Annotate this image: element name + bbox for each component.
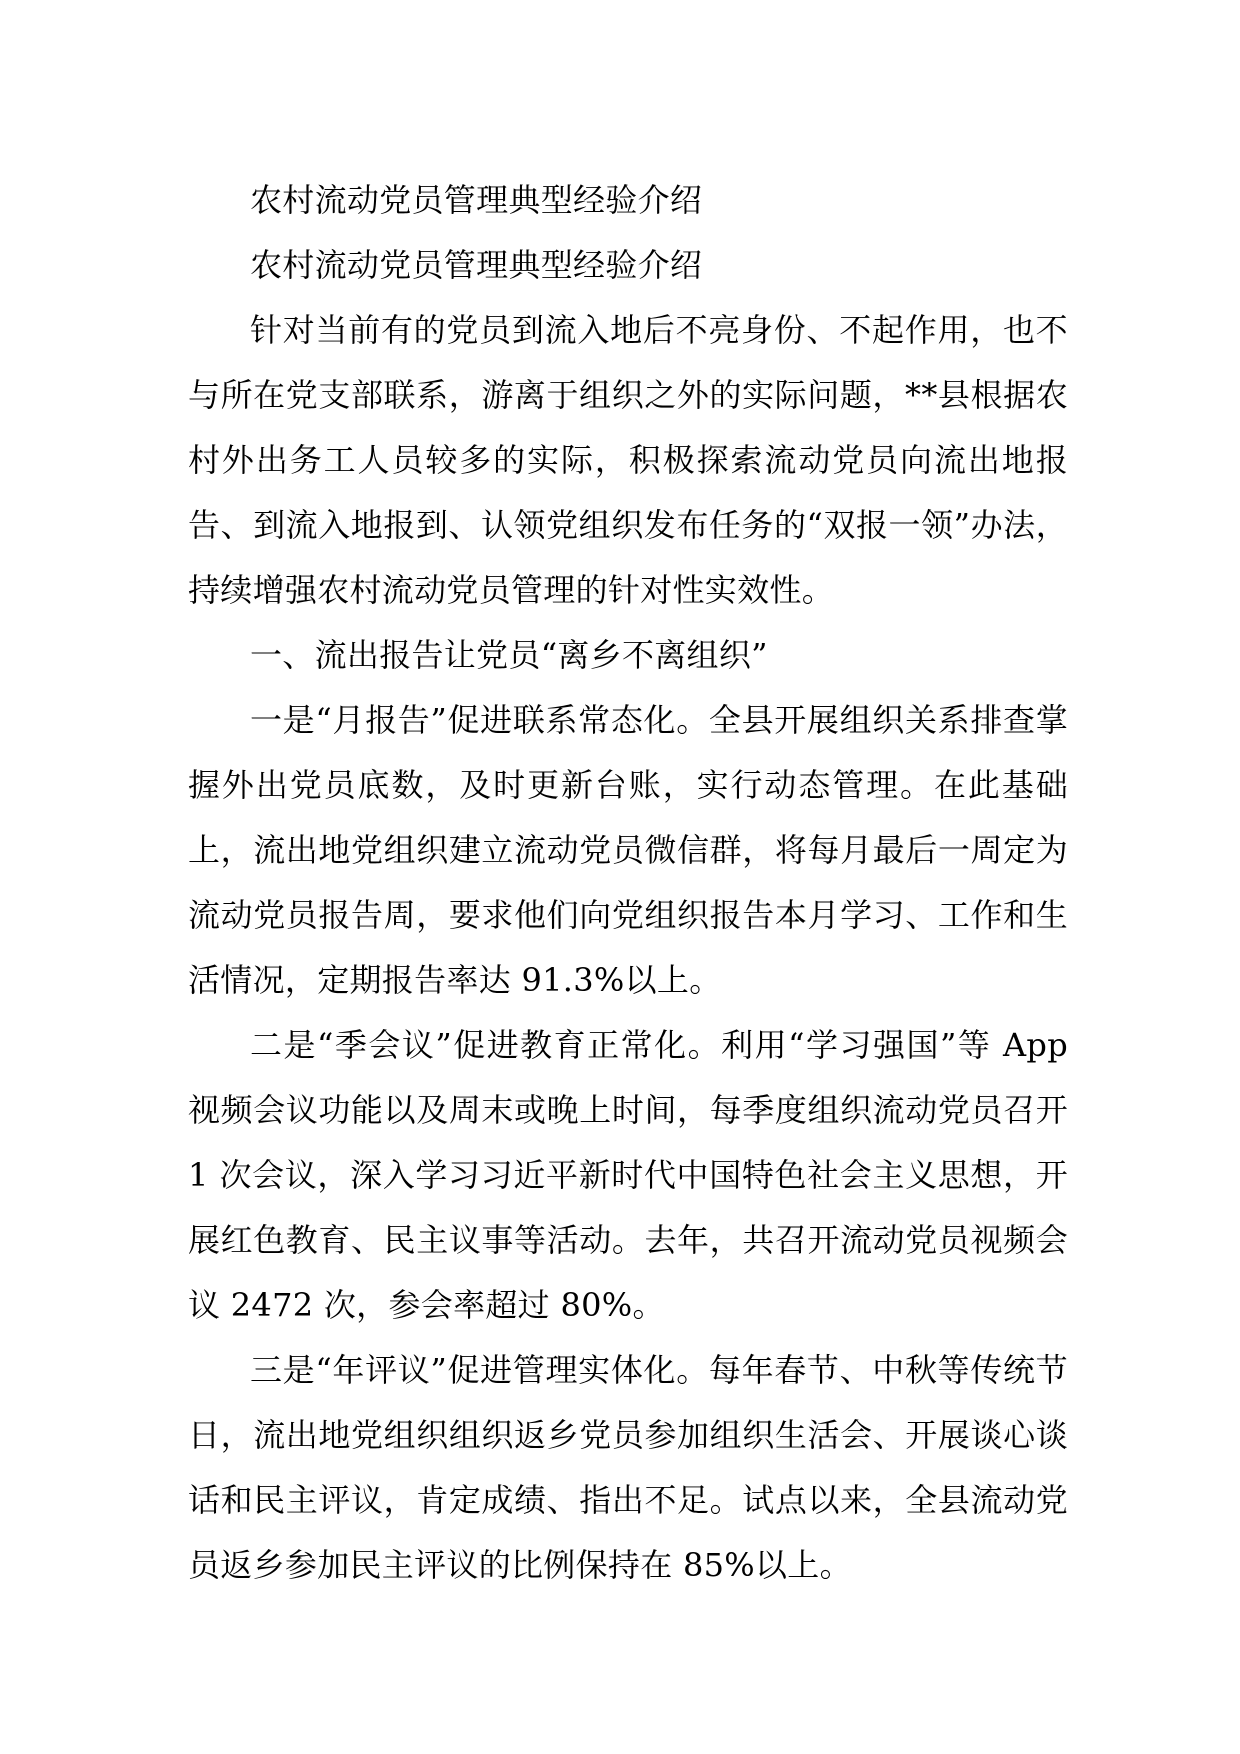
- section-heading: 一、流出报告让党员“离乡不离组织”: [250, 636, 768, 674]
- paragraph-annual-review: 三是“年评议”促进管理实体化。每年春节、中秋等传统节日，流出地党组织组织返乡党员参加组织生活会、开展谈心谈话和民主评议，肯定成绩、指出不足。试点以来，全县流动党员返乡参加民主评议的比例保持在 85%以上。: [188, 1351, 1068, 1584]
- intro-paragraph: 针对当前有的党员到流入地后不亮身份、不起作用，也不与所在党支部联系，游离于组织之外的实际问题，**县根据农村外出务工人员较多的实际，积极探索流动党员向流出地报告、到流入地报到、认领党组织发布任务的“双报一领”办法，持续增强农村流动党员管理的针对性实效性。: [188, 311, 1068, 609]
- document-subtitle: 农村流动党员管理典型经验介绍: [250, 246, 703, 284]
- paragraph-monthly-report: 一是“月报告”促进联系常态化。全县开展组织关系排查掌握外出党员底数，及时更新台账，实行动态管理。在此基础上，流出地党组织建立流动党员微信群，将每月最后一周定为流动党员报告周，要求他们向党组织报告本月学习、工作和生活情况，定期报告率达 91.3%以上。: [188, 701, 1068, 999]
- document-title: 农村流动党员管理典型经验介绍: [250, 181, 703, 219]
- paragraph-quarterly-meeting: 二是“季会议”促进教育正常化。利用“学习强国”等 App 视频会议功能以及周末或晚上时间，每季度组织流动党员召开 1 次会议，深入学习习近平新时代中国特色社会主义思想，开展红色教育、民主议事等活动。去年，共召开流动党员视频会议 2472 次，参会率超过 80%。: [188, 1026, 1068, 1324]
- document-body: [188, 168, 1068, 1598]
